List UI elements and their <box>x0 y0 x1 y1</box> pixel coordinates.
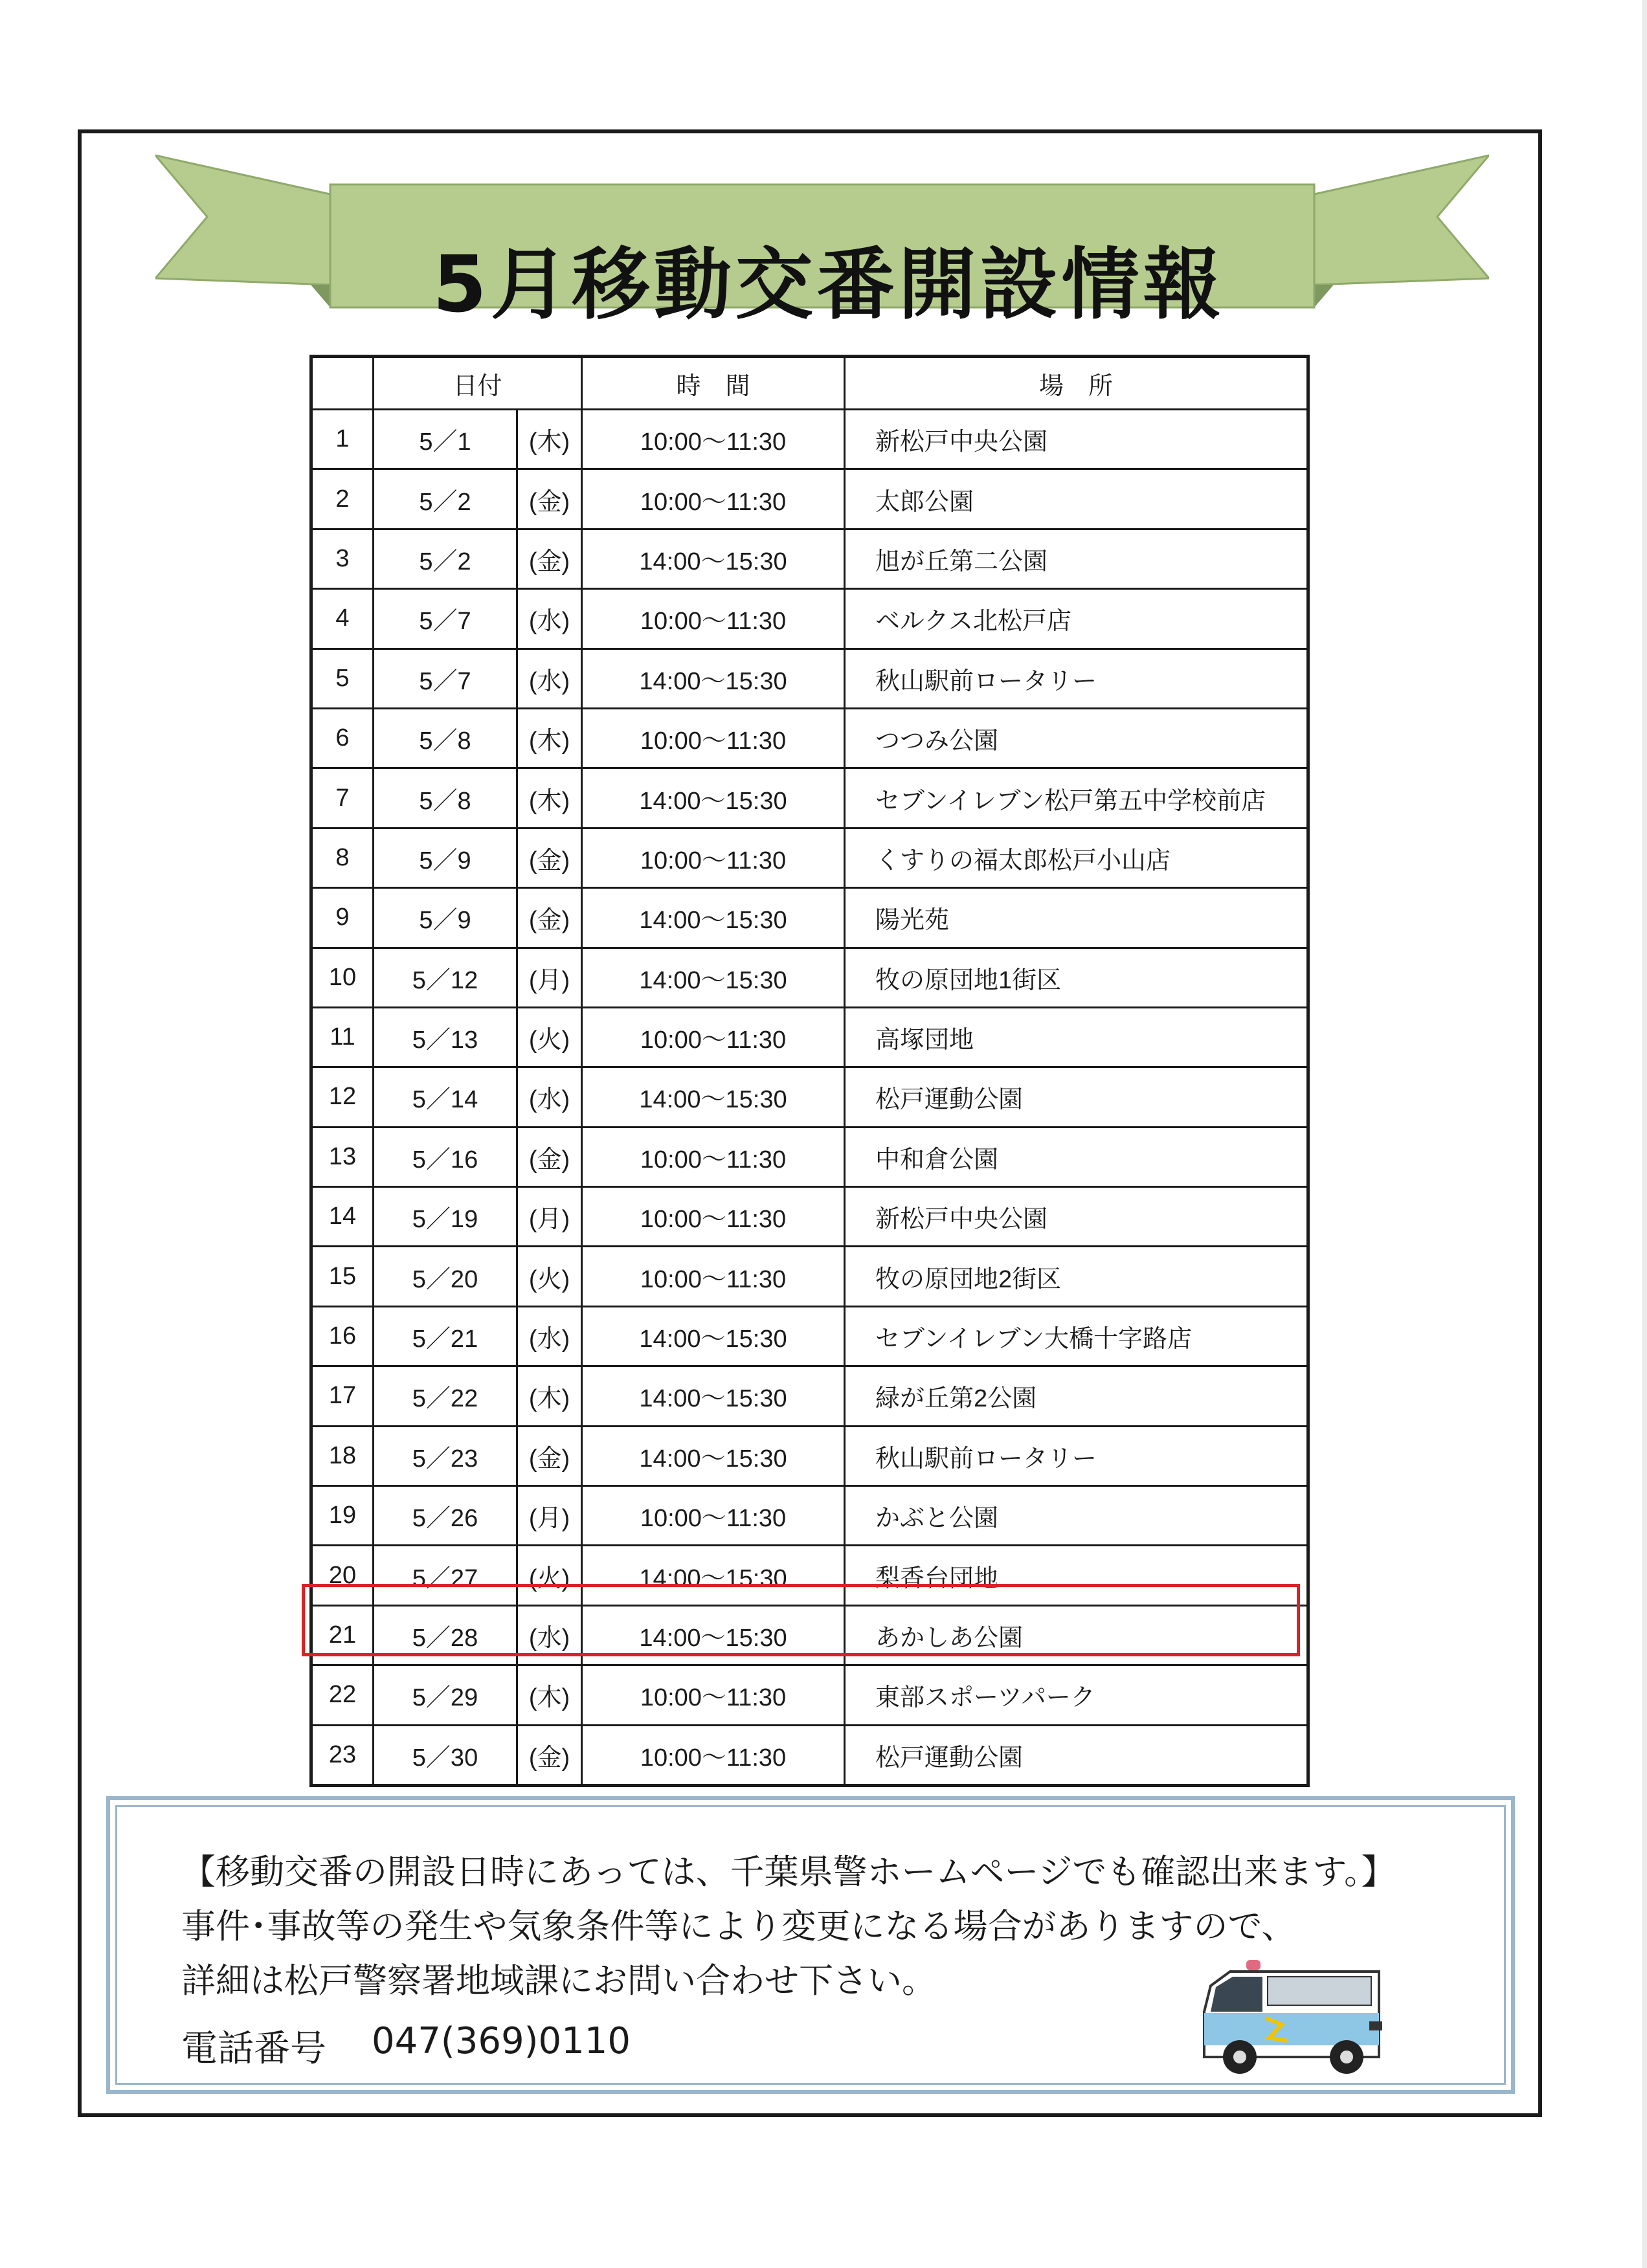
row-time: 10:00〜11:30 <box>582 708 845 768</box>
row-time: 10:00〜11:30 <box>582 1187 845 1247</box>
row-number: 22 <box>311 1665 374 1725</box>
row-weekday: (木) <box>517 1665 582 1725</box>
row-weekday: (木) <box>517 410 582 469</box>
row-number: 7 <box>311 768 374 828</box>
row-weekday: (火) <box>517 1546 582 1605</box>
row-place: 松戸運動公園 <box>845 1725 1308 1785</box>
row-time: 10:00〜11:30 <box>582 1007 845 1067</box>
phone-label: 電話番号 <box>181 2028 326 2070</box>
table-row <box>311 1665 1308 1725</box>
row-date: 5／23 <box>374 1426 517 1485</box>
highlight-box <box>302 1584 1300 1656</box>
row-place: 松戸運動公園 <box>845 1067 1308 1127</box>
row-weekday: (水) <box>517 1067 582 1127</box>
row-weekday: (金) <box>517 469 582 529</box>
row-weekday: (金) <box>517 828 582 887</box>
table-row <box>311 888 1308 948</box>
row-time: 10:00〜11:30 <box>582 1725 845 1785</box>
phone-number[interactable]: 047(369)0110 <box>372 2020 631 2062</box>
table-row <box>311 1306 1308 1366</box>
row-number: 9 <box>311 888 374 948</box>
mobile-police-van-icon <box>1185 1940 1418 2083</box>
row-weekday: (木) <box>517 1366 582 1426</box>
row-number: 8 <box>311 828 374 887</box>
row-place: 旭が丘第二公園 <box>845 529 1308 588</box>
row-time: 10:00〜11:30 <box>582 1665 845 1725</box>
row-place: つつみ公園 <box>845 708 1308 768</box>
row-date: 5／21 <box>374 1306 517 1366</box>
row-weekday: (金) <box>517 888 582 948</box>
row-number: 16 <box>311 1306 374 1366</box>
row-number: 11 <box>311 1007 374 1067</box>
notice-line-1: 【移動交番の開設日時にあっては、千葉県警ホームページでも確認出来ます。】 <box>181 1852 1396 1892</box>
table-row <box>311 469 1308 529</box>
row-weekday: (水) <box>517 1306 582 1366</box>
row-place: 新松戸中央公園 <box>845 410 1308 469</box>
row-weekday: (水) <box>517 1605 582 1665</box>
table-row <box>311 649 1308 708</box>
row-place: 牧の原団地1街区 <box>845 948 1308 1007</box>
row-time: 10:00〜11:30 <box>582 828 845 887</box>
row-date: 5／20 <box>374 1247 517 1306</box>
row-place: 中和倉公園 <box>845 1127 1308 1186</box>
header-time: 時 間 <box>582 357 845 410</box>
row-place: 新松戸中央公園 <box>845 1187 1308 1247</box>
row-time: 14:00〜15:30 <box>582 1605 845 1665</box>
row-number: 21 <box>311 1605 374 1665</box>
row-number: 1 <box>311 410 374 469</box>
row-time: 14:00〜15:30 <box>582 649 845 708</box>
table-row <box>311 1247 1308 1306</box>
row-time: 14:00〜15:30 <box>582 1546 845 1605</box>
notice-line-3: 詳細は松戸警察署地域課にお問い合わせ下さい。 <box>181 1961 936 2001</box>
row-weekday: (木) <box>517 708 582 768</box>
row-number: 5 <box>311 649 374 708</box>
row-weekday: (金) <box>517 1127 582 1186</box>
row-weekday: (火) <box>517 1247 582 1306</box>
row-date: 5／16 <box>374 1127 517 1186</box>
row-number: 18 <box>311 1426 374 1485</box>
row-place: セブンイレブン大橋十字路店 <box>845 1306 1308 1366</box>
row-place: あかしあ公園 <box>845 1605 1308 1665</box>
row-weekday: (月) <box>517 1187 582 1247</box>
row-place: 東部スポーツパーク <box>845 1665 1308 1725</box>
row-time: 14:00〜15:30 <box>582 1366 845 1426</box>
table-row <box>311 828 1308 887</box>
page-title: 5月移動交番開設情報 <box>432 240 1225 330</box>
row-date: 5／28 <box>374 1605 517 1665</box>
row-weekday: (木) <box>517 768 582 828</box>
row-place: くすりの福太郎松戸小山店 <box>845 828 1308 887</box>
row-number: 13 <box>311 1127 374 1186</box>
row-number: 17 <box>311 1366 374 1426</box>
row-number: 10 <box>311 948 374 1007</box>
row-time: 10:00〜11:30 <box>582 469 845 529</box>
row-time: 14:00〜15:30 <box>582 888 845 948</box>
row-date: 5／27 <box>374 1546 517 1605</box>
header-number <box>311 357 374 410</box>
row-number: 6 <box>311 708 374 768</box>
row-time: 14:00〜15:30 <box>582 1426 845 1485</box>
scan-edge <box>1642 0 1647 2268</box>
table-row <box>311 1486 1308 1546</box>
row-date: 5／7 <box>374 589 517 649</box>
row-date: 5／2 <box>374 469 517 529</box>
row-date: 5／19 <box>374 1187 517 1247</box>
table-row <box>311 410 1308 469</box>
row-number: 12 <box>311 1067 374 1127</box>
row-number: 20 <box>311 1546 374 1605</box>
row-place: かぶと公園 <box>845 1486 1308 1546</box>
table-row <box>311 1007 1308 1067</box>
row-date: 5／13 <box>374 1007 517 1067</box>
row-date: 5／29 <box>374 1665 517 1725</box>
row-place: ベルクス北松戸店 <box>845 589 1308 649</box>
row-number: 15 <box>311 1247 374 1306</box>
row-time: 14:00〜15:30 <box>582 768 845 828</box>
row-number: 23 <box>311 1725 374 1785</box>
row-time: 10:00〜11:30 <box>582 410 845 469</box>
row-number: 2 <box>311 469 374 529</box>
phone-contact <box>181 2020 631 2072</box>
header-date: 日付 <box>374 357 582 410</box>
row-time: 14:00〜15:30 <box>582 1067 845 1127</box>
row-place: 秋山駅前ロータリー <box>845 649 1308 708</box>
row-time: 14:00〜15:30 <box>582 1306 845 1366</box>
row-number: 19 <box>311 1486 374 1546</box>
header-place: 場 所 <box>845 357 1308 410</box>
notice-line-2: 事件･事故等の発生や気象条件等により変更になる場合がありますので、 <box>181 1907 1296 1946</box>
table-row <box>311 768 1308 828</box>
row-date: 5／30 <box>374 1725 517 1785</box>
row-time: 14:00〜15:30 <box>582 529 845 588</box>
row-number: 3 <box>311 529 374 588</box>
row-time: 10:00〜11:30 <box>582 1247 845 1306</box>
row-weekday: (月) <box>517 948 582 1007</box>
row-date: 5／22 <box>374 1366 517 1426</box>
row-place: 緑が丘第2公園 <box>845 1366 1308 1426</box>
table-row <box>311 1187 1308 1247</box>
row-weekday: (水) <box>517 589 582 649</box>
row-place: 秋山駅前ロータリー <box>845 1426 1308 1485</box>
row-weekday: (金) <box>517 1725 582 1785</box>
row-date: 5／8 <box>374 768 517 828</box>
table-row <box>311 529 1308 588</box>
table-row <box>311 1067 1308 1127</box>
row-weekday: (金) <box>517 1426 582 1485</box>
row-weekday: (火) <box>517 1007 582 1067</box>
table-row <box>311 589 1308 649</box>
table-row <box>311 1426 1308 1485</box>
row-place: 牧の原団地2街区 <box>845 1247 1308 1306</box>
row-weekday: (金) <box>517 529 582 588</box>
row-date: 5／8 <box>374 708 517 768</box>
table-row <box>311 708 1308 768</box>
row-date: 5／1 <box>374 410 517 469</box>
row-place: 梨香台団地 <box>845 1546 1308 1605</box>
row-weekday: (月) <box>517 1486 582 1546</box>
table-row <box>311 1127 1308 1186</box>
row-time: 10:00〜11:30 <box>582 589 845 649</box>
table-row <box>311 1725 1308 1785</box>
row-date: 5／9 <box>374 888 517 948</box>
table-row <box>311 948 1308 1007</box>
row-time: 14:00〜15:30 <box>582 948 845 1007</box>
row-place: セブンイレブン松戸第五中学校前店 <box>845 768 1308 828</box>
row-date: 5／14 <box>374 1067 517 1127</box>
row-date: 5／12 <box>374 948 517 1007</box>
schedule-table <box>309 355 1310 1787</box>
row-number: 14 <box>311 1187 374 1247</box>
row-place: 陽光苑 <box>845 888 1308 948</box>
table-header-row <box>311 357 1308 410</box>
row-date: 5／7 <box>374 649 517 708</box>
row-time: 10:00〜11:30 <box>582 1127 845 1186</box>
row-place: 太郎公園 <box>845 469 1308 529</box>
row-date: 5／9 <box>374 828 517 887</box>
row-date: 5／26 <box>374 1486 517 1546</box>
row-time: 10:00〜11:30 <box>582 1486 845 1546</box>
row-number: 4 <box>311 589 374 649</box>
table-row <box>311 1366 1308 1426</box>
row-weekday: (水) <box>517 649 582 708</box>
row-date: 5／2 <box>374 529 517 588</box>
row-place: 高塚団地 <box>845 1007 1308 1067</box>
